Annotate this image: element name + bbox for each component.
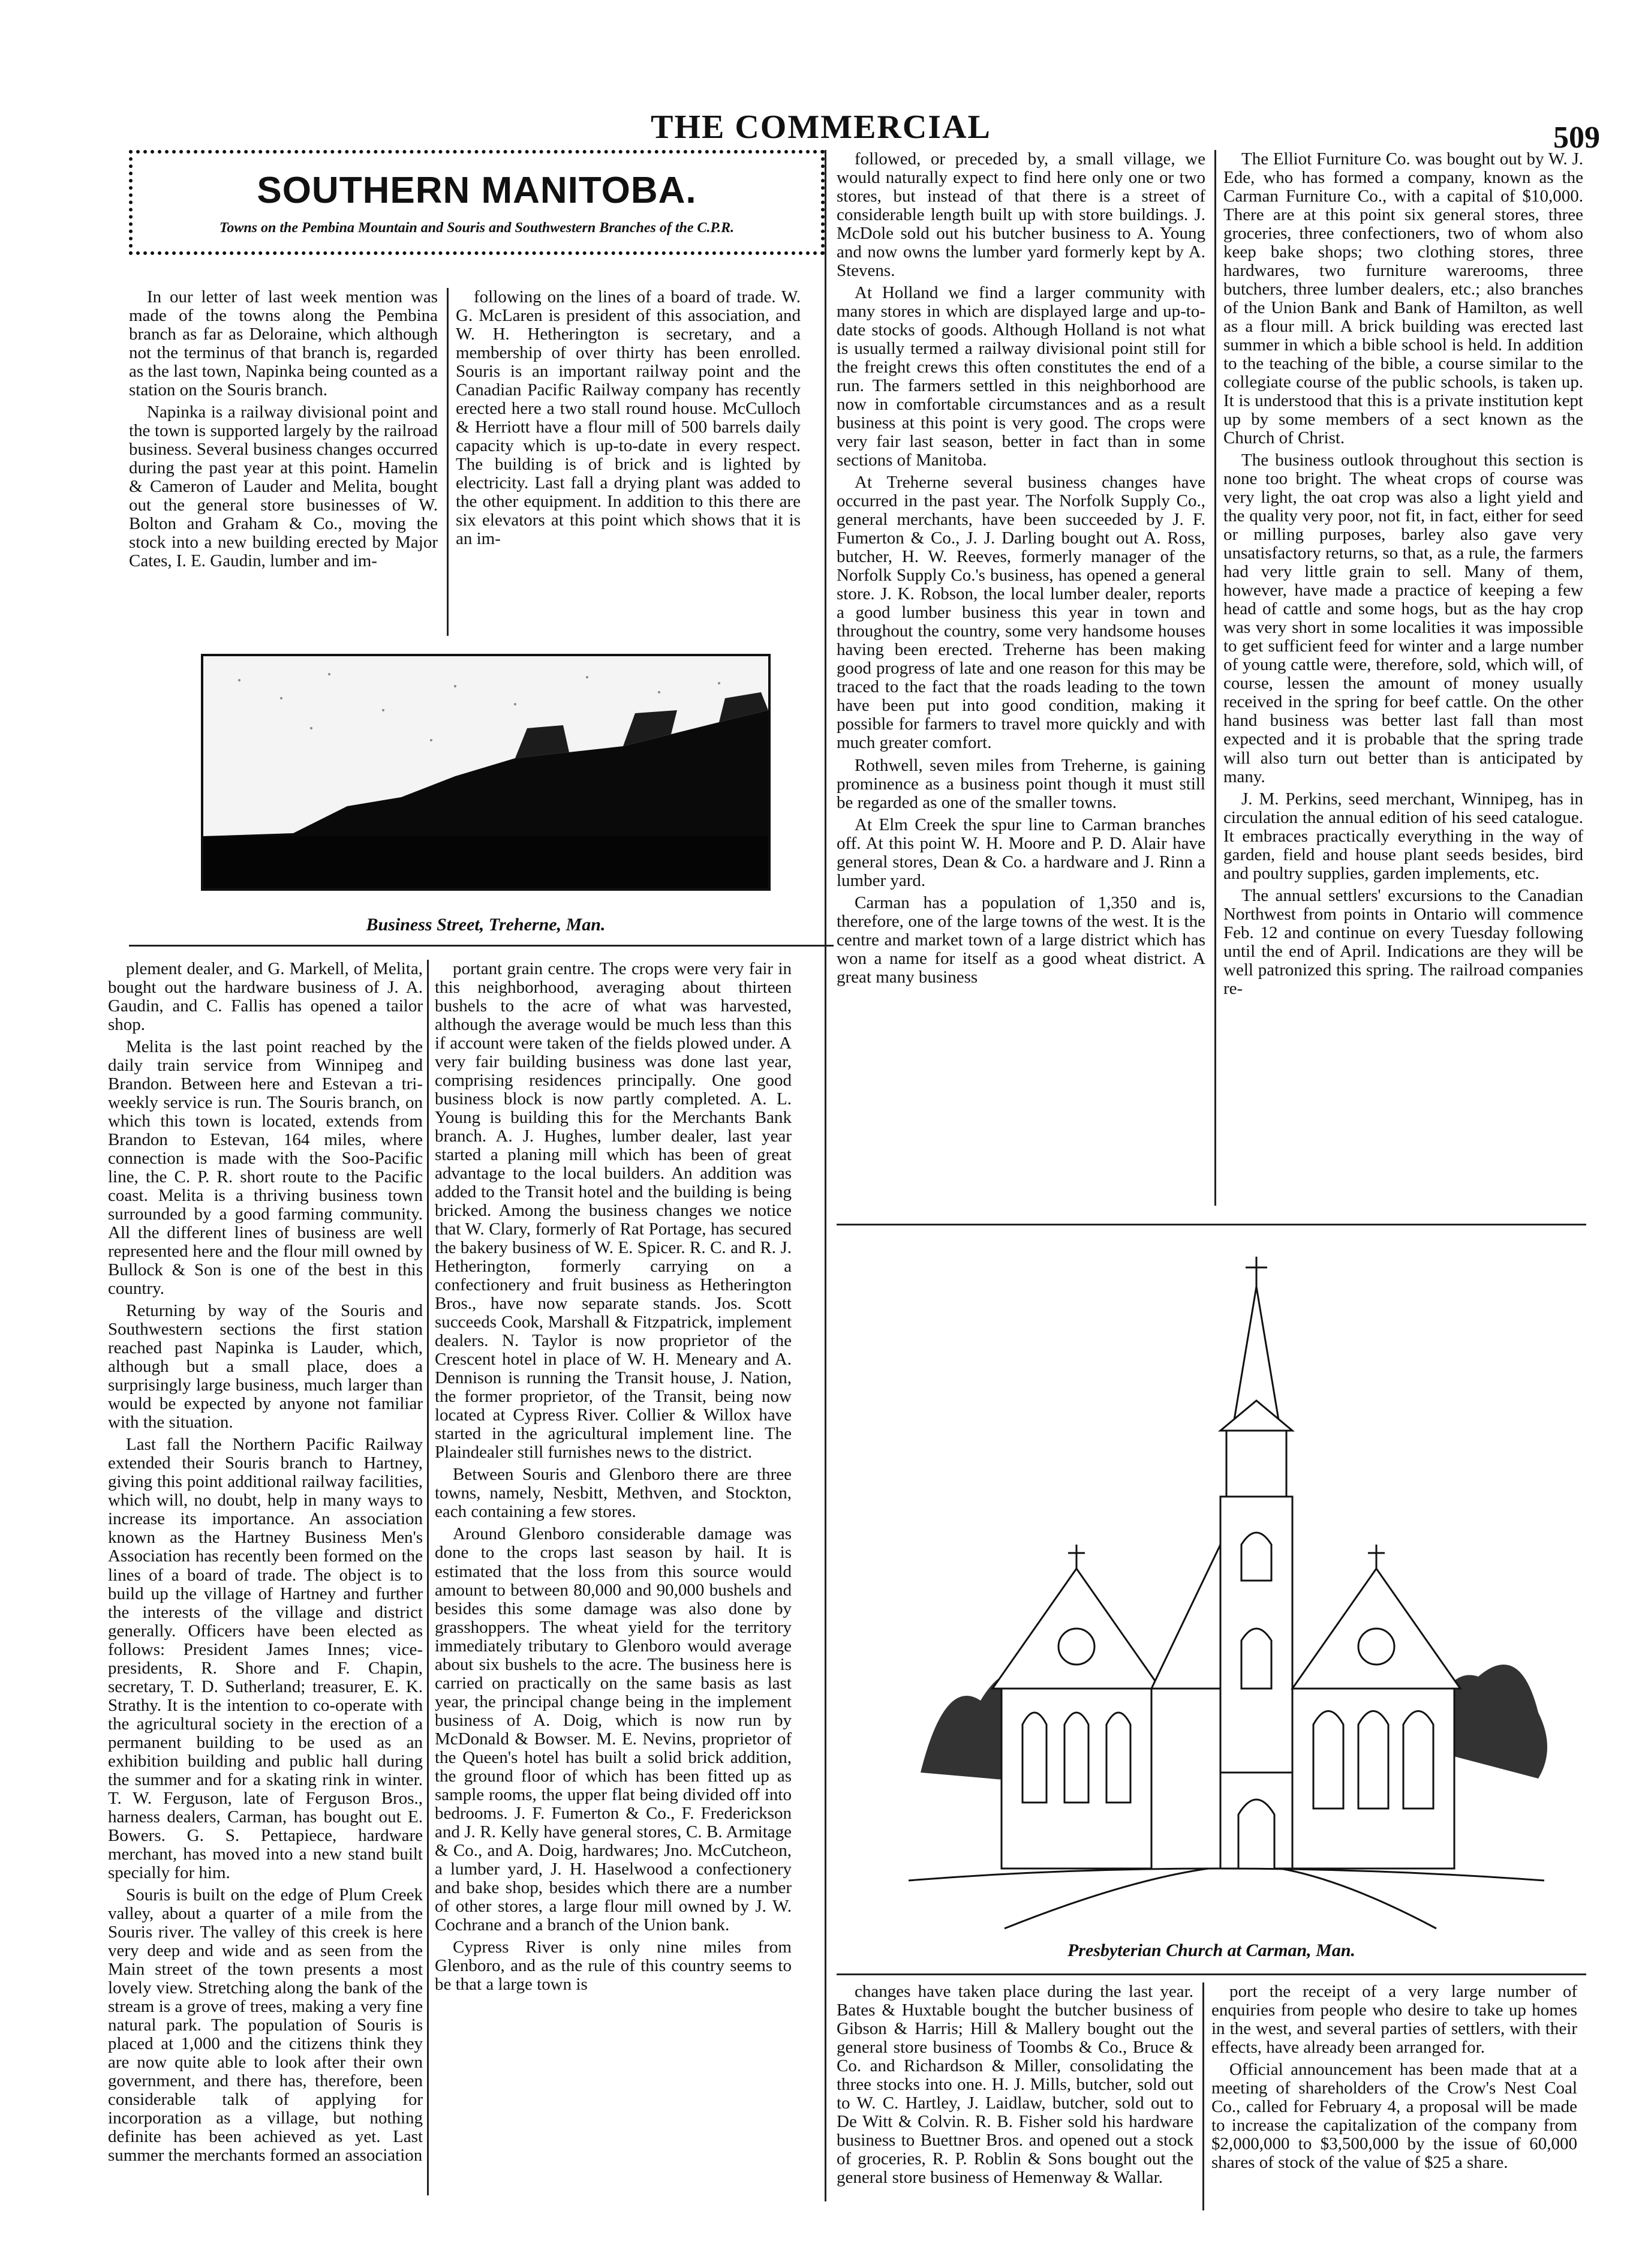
church-caption: Presbyterian Church at Carman, Man. <box>1067 1940 1356 1960</box>
paragraph: The annual settlers' excursions to the Canadian Northwest from points in Ontario will commence Feb. 12 and continue on every Tuesday following until the end of April. Indications are they will be well patronized this spring. The railroad companies re- <box>1223 885 1583 998</box>
paragraph: Napinka is a railway divisional point and the town is supported largely by the railroad business. Several business changes occurred during the past year at this point. Hamelin & Cameron of Lauder and Melita, bought out the general store businesses of W. Bolton and Graham & Co., moving the stock into a new building erected by Major Cates, I. E. Gaudin, lumber and im- <box>129 402 438 571</box>
horizontal-rule <box>129 945 834 947</box>
section-banner <box>129 150 825 255</box>
paragraph: At Holland we find a larger community with many stores in which are displayed large and up-to-date stocks of goods. Although Holland is not what is usually termed a railway divisional point still for the freight crews this often constitutes the end of a run. The farmers settled in this neighborhood are now in comfortable circumstances and as a result business at this point is very good. The crops were very fair last season, better in fact than in some sections of Manitoba. <box>837 283 1205 470</box>
paragraph: plement dealer, and G. Markell, of Melita, bought out the hardware business of J. A. Gaudin, and C. Fallis has opened a tailor shop. <box>108 960 423 1035</box>
paragraph: Last fall the Northern Pacific Railway extended their Souris branch to Hartney, giving this point additional railway facilities, which will, no doubt, help in many ways to increase its importance. An association known as the Hartney Business Men's Association has recently been formed on the lines of a board of trade. The object is to build up the village of Hartney and further the interests of the village and district generally. Officers have been elected as follows: President James Innes; vice-presidents, R. Shore and F. Chapin, secretary, T. D. Sutherland; treasurer, E. K. Strathy. It is the intention to co-operate with the agricultural society in the erection of a permanent building to be used as an exhibition building and public hall during the summer and for a skating rink in winter. T. W. Ferguson, late of Ferguson Bros., harness dealers, Carman, has bought out E. Bowers. G. S. Pettapiece, hardware merchant, has moved into a new stand built specially for him. <box>108 1435 423 1882</box>
paragraph: Cypress River is only nine miles from Glenboro, and as the rule of this country seems to be that a large town is <box>435 1937 792 1994</box>
street-scene-image <box>203 656 768 888</box>
column-4-bottom <box>1211 1982 1577 2222</box>
page-number: 509 <box>1553 121 1600 155</box>
paragraph: J. M. Perkins, seed merchant, Winnipeg, has in circulation the annual edition of his seed catalogue. It embraces practically everything in the way of garden, field and house plant seeds besides, bird and poultry supplies, garden implements, etc. <box>1223 789 1583 883</box>
paragraph: Souris is built on the edge of Plum Creek valley, about a quarter of a mile from the Souris river. The valley of this creek is here very deep and wide and as seen from the Main street of the town presents a most lovely view. Stretching along the bank of the stream is a grove of trees, making a very fine natural park. The population of Souris is placed at 1,000 and the citizens think they are now quite able to look after their own government, and there has, therefore, been considerable talk of applying for incorporation as a village, but nothing definite has been achieved as yet. Last summer the merchants formed an association <box>108 1885 423 2165</box>
photo-caption: Business Street, Treherne, Man. <box>366 915 606 935</box>
column-3-bottom <box>837 1982 1193 2222</box>
paragraph: port the receipt of a very large number of enquiries from people who desire to take up homes in the west, and several parties of settlers, with their effects, have already been arranged for. <box>1211 1982 1577 2057</box>
horizontal-rule <box>837 1224 1586 1225</box>
column-1-top <box>129 288 438 642</box>
column-4-top <box>1223 150 1583 1230</box>
column-divider <box>825 150 826 2201</box>
paragraph: Rothwell, seven miles from Treherne, is gaining prominence as a business point though it must still be regarded as one of the smaller towns. <box>837 755 1205 812</box>
paragraph: The business outlook throughout this section is none too bright. The wheat crops of course was very light, the oat crop was also a light yield and the quality very poor, not fit, in fact, either for seed or milling purposes, barley also gave very unsatisfactory returns, so that, as a rule, the farmers had very little grain to sell. Many of them, however, have made a practice of keeping a few head of cattle and some hogs, but as the hay crop was very short in some localities it was impossible to get sufficient feed for winter and a large number of young cattle were, therefore, sold, which will, of course, lessen the amount of money usually received in the spring for beef cattle. On the other hand business was better last fall than most expected and it is probable that the spring trade will also turn out better than is anticipated by many. <box>1223 450 1583 786</box>
column-1-bottom <box>108 960 423 2207</box>
paragraph: At Treherne several business changes have occurred in the past year. The Norfolk Supply Co., general merchants, have been succeeded by J. F. Fumerton & Co., J. J. Darling bought out A. Ross, butcher, H. W. Reeves, formerly manager of the Norfolk Supply Co.'s business, has opened a general store. J. K. Robson, the local lumber dealer, reports a good lumber business this year in town and throughout the country, some very handsome houses having been erected. Treherne has been making good progress of late and one reason for this may be traced to the fact that the roads leading to the town have been put into good condition, making it possible for farmers to travel more quickly and with much greater comfort. <box>837 473 1205 753</box>
banner-title: SOUTHERN MANITOBA. <box>257 170 697 211</box>
paragraph: In our letter of last week mention was made of the towns along the Pembina branch as far as Deloraine, which although not the terminus of that branch is, regarded as the last town, Napinka being counted as a station on the Souris branch. <box>129 288 438 400</box>
column-2-bottom <box>435 960 792 2207</box>
column-divider <box>1214 150 1216 1206</box>
paragraph: Carman has a population of 1,350 and is, therefore, one of the large towns of the west. It is the centre and market town of a large district which has won a name for itself as a good wheat district. A great many business <box>837 893 1205 987</box>
business-street-photo <box>201 654 771 891</box>
paragraph: changes have taken place during the last year. Bates & Huxtable bought the butcher business of Gibson & Harris; Hill & Mallery bought out the general store business of Toombs & Co., Bruce & Co. and Richardson & Miller, consolidating the three stocks into one. H. J. Mills, butcher, sold out to W. C. Hartley, J. Laidlaw, butcher, sold out to De Witt & Colvin. R. B. Fisher sold his hardware business to Buettner Bros. and opened out a stock of groceries, R. P. Roblin & Sons bought out the general store business of Hemenway & Wallar. <box>837 1982 1193 2188</box>
presbyterian-church-drawing <box>837 1233 1586 1934</box>
church-illustration <box>837 1233 1586 1934</box>
paragraph: Between Souris and Glenboro there are three towns, namely, Nesbitt, Methven, and Stockton, each containing a few stores. <box>435 1465 792 1522</box>
column-3-top <box>837 150 1205 1230</box>
masthead: THE COMMERCIAL <box>651 109 991 146</box>
paragraph: portant grain centre. The crops were very fair in this neighborhood, averaging about thirteen bushels to the acre of what was harvested, although the average would be much less than this if account were taken of the fields plowed under. A very fair building business was done last year, comprising residences principally. One good business block is now partly completed. A. L. Young is building this for the Merchants Bank branch. A. J. Hughes, lumber dealer, last year started a planing mill which has been of great advantage to the local builders. An addition was added to the Transit hotel and the building is being bricked. Among the business changes we notice that W. Clary, formerly of Rat Portage, has secured the bakery business of W. E. Spicer. R. C. and R. J. Hetherington, formerly carrying on a confectionery and fruit business as Hetherington Bros., have now separate stands. Jos. Scott succeeds Cook, Marshall & Fitzpatrick, implement dealers. N. Taylor is now proprietor of the Crescent hotel in place of W. H. Meneary and A. Dennison is running the Transit house, J. Nation, the former proprietor, of the Transit, being now located at Cypress River. Collier & Willox have started in the agricultural implement line. The Plaindealer still furnishes news to the district. <box>435 960 792 1462</box>
column-2-top <box>456 288 801 642</box>
column-divider <box>447 288 449 636</box>
column-divider <box>427 960 429 2195</box>
column-divider <box>1202 1982 1204 2210</box>
paragraph: At Elm Creek the spur line to Carman branches off. At this point W. H. Moore and P. D. Alair have general stores, Dean & Co. a hardware and J. Rinn a lumber yard. <box>837 815 1205 890</box>
banner-subtitle: Towns on the Pembina Mountain and Souris and Southwestern Branches of the C.P.R. <box>219 220 735 236</box>
paragraph: The Elliot Furniture Co. was bought out by W. J. Ede, who has formed a company, known as the Carman Furniture Co., with a capital of $10,000. There are at this point six general stores, three groceries, three confectioners, two of whom also keep bake shops; two clothing stores, three hardwares, two furniture warerooms, three butchers, three lumber dealers, etc.; also branches of the Union Bank and Bank of Hamilton, as well as a flour mill. A brick building was erected last summer in which a bible school is held. In addition to the teaching of the bible, a course similar to the collegiate course of the public schools, is taken up. It is understood that this is a private institution kept up by some members of a sect known as the Church of Christ. <box>1223 150 1583 448</box>
paragraph: Returning by way of the Souris and Southwestern sections the first station reached past Napinka is Lauder, which, although but a small place, does a surprisingly large business, much larger than would be expected by anyone not familiar with the situation. <box>108 1301 423 1432</box>
paragraph: followed, or preceded by, a small village, we would naturally expect to find here only one or two stores, but instead of that there is a street of considerable length built up with store buildings. J. McDole sold out his butcher business to A. Young and now owns the lumber yard formerly kept by A. Stevens. <box>837 150 1205 281</box>
paragraph: Melita is the last point reached by the daily train service from Winnipeg and Brandon. Between here and Estevan a tri-weekly service is run. The Souris branch, on which this town is located, extends from Brandon to Estevan, 164 miles, where connection is made with the Soo-Pacific line, the C. P. R. short route to the Pacific coast. Melita is a thriving business town surrounded by a good farming community. All the different lines of business are well represented here and the flour mill owned by Bullock & Son is one of the best in this country. <box>108 1037 423 1299</box>
paragraph: Around Glenboro considerable damage was done to the crops last season by hail. It is estimated that the loss from this source would amount to between 80,000 and 90,000 bushels and besides this some damage was also done by grasshoppers. The wheat yield for the territory immediately tributary to Glenboro would average about six bushels to the acre. The business here is carried on practically on the same basis as last year, the principal change being in the implement business of A. Doig, which is now run by McDonald & Bowser. M. E. Nevins, proprietor of the Queen's hotel has built a solid brick addition, the ground floor of which has been fitted up as sample rooms, the upper flat being divided off into bedrooms. J. F. Fumerton & Co., F. Frederickson and J. R. Kelly have general stores, C. B. Armitage & Co., and A. Doig, hardwares; Jno. McCutcheon, a lumber yard, J. H. Haselwood a confectionery and bake shop, besides which there are a number of other stores, a large flour mill owned by J. W. Cochrane and a branch of the Union bank. <box>435 1524 792 1934</box>
horizontal-rule <box>837 1973 1586 1975</box>
paragraph: Official announcement has been made that at a meeting of shareholders of the Crow's Nest Coal Co., called for February 4, a proposal will be made to increase the capitalization of the company from $2,000,000 to $3,500,000 by the issue of 60,000 shares of stock of the value of $25 a share. <box>1211 2060 1577 2173</box>
paragraph: following on the lines of a board of trade. W. G. McLaren is president of this association, and W. H. Hetherington is secretary, and a membership of over thirty has been enrolled. Souris is an important railway point and the Canadian Pacific Railway company has recently erected here a two stall round house. McCulloch & Herriott have a flour mill of 500 barrels daily capacity which is up-to-date in every respect. The building is of brick and is lighted by electricity. Last fall a drying plant was added to the other equipment. In addition to this there are six elevators at this point which shows that it is an im- <box>456 288 801 549</box>
